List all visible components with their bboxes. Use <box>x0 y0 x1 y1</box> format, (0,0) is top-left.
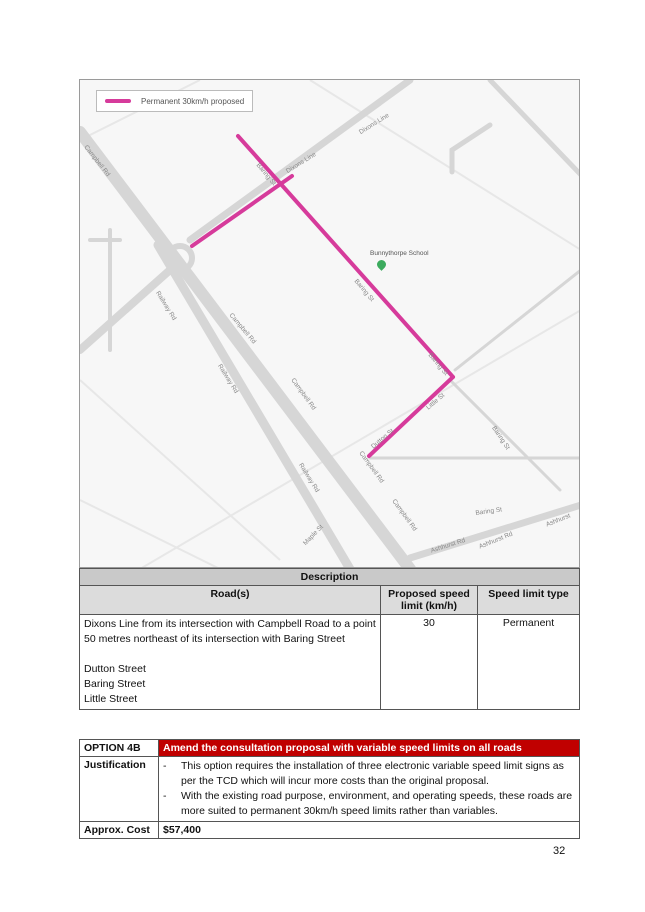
map-label-railway: Railway Rd <box>297 462 321 494</box>
road-entry: Dixons Line from its intersection with Campbell Road to a point 50 metres northeast of its intersection with Baring Street <box>84 618 376 645</box>
bullet-dash: - <box>163 760 167 772</box>
road-entry: Little Street <box>84 693 138 705</box>
type-header: Speed limit type <box>478 586 580 615</box>
map-label-school: Bunnythorpe School <box>370 250 429 257</box>
option-label: OPTION 4B <box>80 740 159 757</box>
map-label-campbell: Campbell Rd <box>289 377 318 412</box>
map-label-dixons: Dixons Line <box>285 150 318 175</box>
map-roads <box>80 80 580 568</box>
bullet-dash: - <box>163 790 167 802</box>
justification-text: With the existing road purpose, environment, and operating speeds, these roads are more suited to permanent 30km/h speed limits rather than variables. <box>181 790 573 817</box>
road-entry: Dutton Street <box>84 663 146 675</box>
map-label-campbell: Campbell Rd <box>82 144 112 178</box>
map-label-maple: Maple St <box>302 523 325 547</box>
roads-cell <box>80 615 381 710</box>
road-map <box>79 79 580 568</box>
page-number: 32 <box>553 845 566 857</box>
description-title: Description <box>80 569 580 586</box>
map-label-ashhurst: Ashhurst Rd <box>430 536 467 555</box>
map-label-railway: Railway Rd <box>216 363 240 395</box>
speed-header: Proposed speed limit (km/h) <box>381 586 478 615</box>
description-table <box>79 568 580 710</box>
map-label-ashhurst: Ashhurst <box>545 512 572 529</box>
road-entry: Baring Street <box>84 678 146 690</box>
map-label-campbell: Campbell Rd <box>390 498 419 533</box>
map-label-ashhurst: Ashhurst Rd <box>478 530 514 551</box>
option-title: Amend the consultation proposal with variable speed limits on all roads <box>159 740 580 757</box>
map-label-baring: Baring St <box>475 506 503 517</box>
legend-label: Permanent 30km/h proposed <box>141 96 245 106</box>
map-legend <box>96 90 253 112</box>
option-table <box>79 739 580 839</box>
map-label-little: Little St <box>425 392 447 412</box>
list-item <box>163 759 575 789</box>
map-label-dixons: Dixons Line <box>358 111 391 136</box>
justification-label: Justification <box>80 757 159 822</box>
speed-cell: 30 <box>381 615 478 710</box>
justification-text: This option requires the installation of three electronic variable speed limit signs as per the TCD which will incur more costs than the original proposal. <box>181 760 564 787</box>
map-label-campbell: Campbell Rd <box>227 312 258 346</box>
map-label-baring: Baring St <box>490 425 511 452</box>
map-label-baring: Baring St <box>352 278 376 303</box>
map-label-railway: Railway Rd <box>154 290 178 322</box>
cost-label: Approx. Cost <box>80 822 159 839</box>
type-cell: Permanent <box>478 615 580 710</box>
roads-header: Road(s) <box>80 586 381 615</box>
map-label-campbell: Campbell Rd <box>357 450 386 485</box>
list-item <box>163 789 575 819</box>
map-label-baring: Baring St <box>426 352 450 377</box>
map-label-baring: Baring St <box>254 162 278 187</box>
cost-value: $57,400 <box>159 822 580 839</box>
justification-cell <box>159 757 580 822</box>
table-row <box>80 615 580 710</box>
map-label-dutton: Dutton St <box>370 427 396 451</box>
legend-swatch <box>105 99 131 103</box>
